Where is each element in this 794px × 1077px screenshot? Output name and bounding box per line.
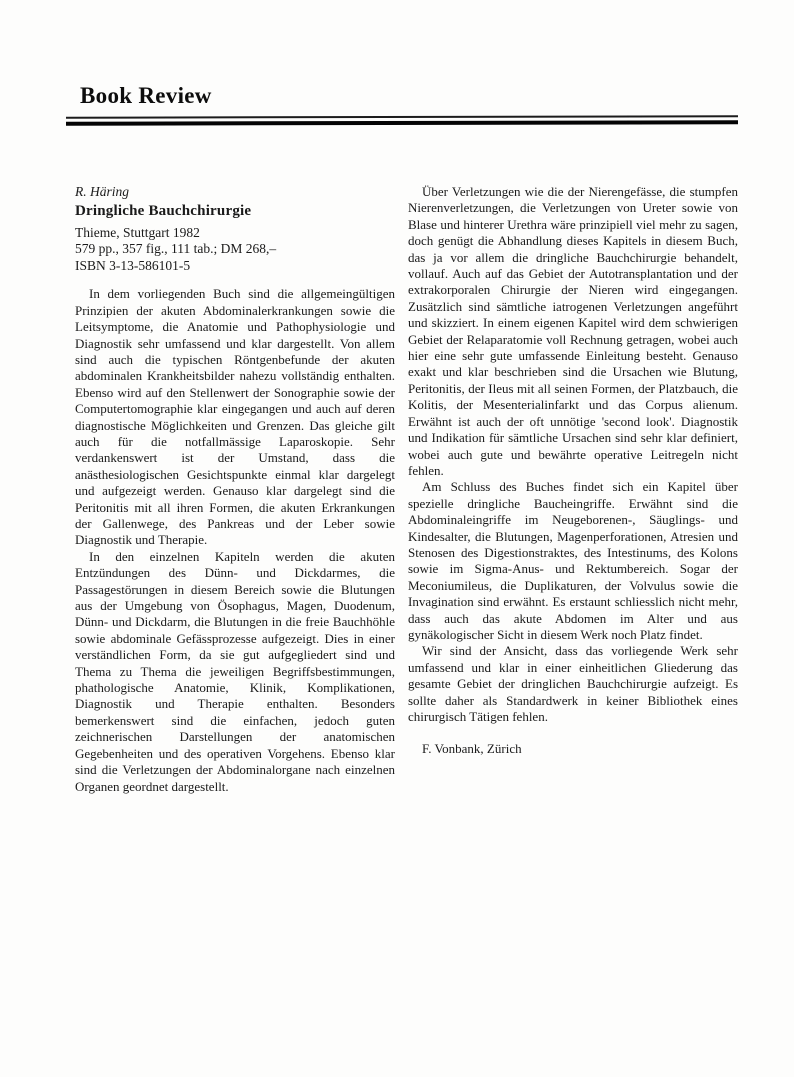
right-column bbox=[408, 184, 738, 795]
book-info bbox=[75, 184, 395, 274]
review-paragraph-right-3: Wir sind der Ansicht, dass das vorliegende Werk sehr umfassend und klar in einer einheitlichen Gliederung das gesamte Gebiet der dringlichen Bauchchirurgie aufzeigt. Es sollte daher als Standardwerk in keiner Bibliothek eines chirurgisch Tätigen fehlen. bbox=[408, 643, 738, 724]
book-isbn: ISBN 3-13-586101-5 bbox=[75, 257, 191, 273]
page-header bbox=[66, 83, 738, 125]
page-title: Book Review bbox=[80, 83, 212, 108]
book-publisher: Thieme, Stuttgart 1982 bbox=[75, 224, 200, 240]
review-paragraph-right-2: Am Schluss des Buches findet sich ein Kapitel über spezielle dringliche Baucheingriffe. Erwähnt sind die Abdominaleingriffe im Neugeborenen-, Säuglings- und Kindesalter, die Blutungen, Magenperforationen, Atresien und Stenosen des Digestionstraktes, des Intestinums, des Kolons sowie im Sigma-Anus- und Rektumbereich. Sogar der Meconiumileus, die Duplikaturen, der Volvulus sowie die Invagination sind erwähnt. Es erstaunt schliesslich nicht mehr, dass auch das akute Abdomen im Alter und aus gynäkologischer Sicht in diesem Werk noch Platz findet. bbox=[408, 479, 738, 642]
reviewer-signature: F. Vonbank, Zürich bbox=[422, 741, 522, 757]
book-title: Dringliche Bauchchirurgie bbox=[75, 203, 252, 220]
book-details: 579 pp., 357 fig., 111 tab.; DM 268,– bbox=[75, 241, 277, 257]
header-rule-thick bbox=[66, 120, 738, 125]
header-rule-thin bbox=[66, 115, 738, 118]
review-paragraph-left-1: In dem vorliegenden Buch sind die allgemeingültigen Prinzipien der akuten Abdominalerkrankungen sowie die Leitsymptome, die Anatomie und Pathophysiologie und Diagnostik sehr umfassend und klar dargestellt. Von allem sind auch die typischen Röntgenbefunde der akuten abdominalen Krankheitsbilder nahezu vollständig enthalten. Ebenso wird auf den Stellenwert der Sonographie sowie der Computertomographie klar eingegangen und auch auf deren diagnostische Möglichkeiten und Grenzen. Das gleiche gilt auch für die notfallmässige Laparoskopie. Sehr verdankenswert ist der Umstand, dass die anästhesiologischen Gesichtspunkte einmal klar dargelegt und aufgezeigt werden. Genauso klar dargelegt sind die Peritonitis mit all ihren Formen, die akuten Erkrankungen der Gallenwege, des Pankreas und der Leber sowie Diagnostik und Therapie. bbox=[75, 286, 395, 548]
left-column bbox=[75, 184, 395, 795]
header-rule bbox=[66, 116, 738, 125]
review-body bbox=[75, 184, 738, 795]
book-author: R. Häring bbox=[75, 184, 129, 199]
review-paragraph-right-1: Über Verletzungen wie die der Nierengefässe, die stumpfen Nierenverletzungen, die Verletzungen von Ureter sowie von Blase und hinterer Urethra wäre prinzipiell viel mehr zu sagen, doch genügt die Abhandlung dieses Kapitels in diesem Buch, das ja vor allem die dringliche Bauchchirurgie behandelt, vollauf. Auch auf das Gebiet der Autotransplantation und der extrakorporalen Chirurgie der Nieren wird eingegangen. Zusätzlich sind sämtliche iatrogenen Verletzungen angeführt und skizziert. In einem eigenen Kapitel wird dem schwierigen Gebiet der Relaparatomie voll Rechnung getragen, wobei auch hier eine sehr gute umfassende Einleitung besteht. Genauso exakt und klar beschrieben sind die Ursachen wie Blutung, Peritonitis, der Ileus mit all seinen Formen, der Platzbauch, die Kolitis, der Mesenterialinfarkt und das Corpus alienum. Erwähnt ist auch der oft unnötige 'second look'. Diagnostik und Indikation für sämtliche Ursachen sind sehr klar definiert, wobei auch gute und bewährte operative Leitregeln nicht fehlen. bbox=[408, 184, 738, 478]
review-paragraph-left-2: In den einzelnen Kapiteln werden die akuten Entzündungen des Dünn- und Dickdarmes, die Passagestörungen in diesem Bereich sowie die Blutungen aus der Umgebung von Ösophagus, Magen, Duodenum, Dünn- und Dickdarm, die Blutungen in die freie Bauchhöhle sowie abdominale Gefässprozesse aufgezeigt. Dies in einer verständlichen Form, da sie gut aufgegliedert sind und Thema zu Thema die jeweiligen Begriffsbestimmungen, phathologische Anatomie, Klinik, Komplikationen, Diagnostik und Therapie enthalten. Besonders bemerkenswert sind die einfachen, jedoch guten zeichnerischen Darstellungen der anatomischen Gegebenheiten und des operativen Vorgehens. Ebenso klar sind die Verletzungen der Abdominalorgane nach einzelnen Organen geordnet dargestellt. bbox=[75, 548, 395, 794]
